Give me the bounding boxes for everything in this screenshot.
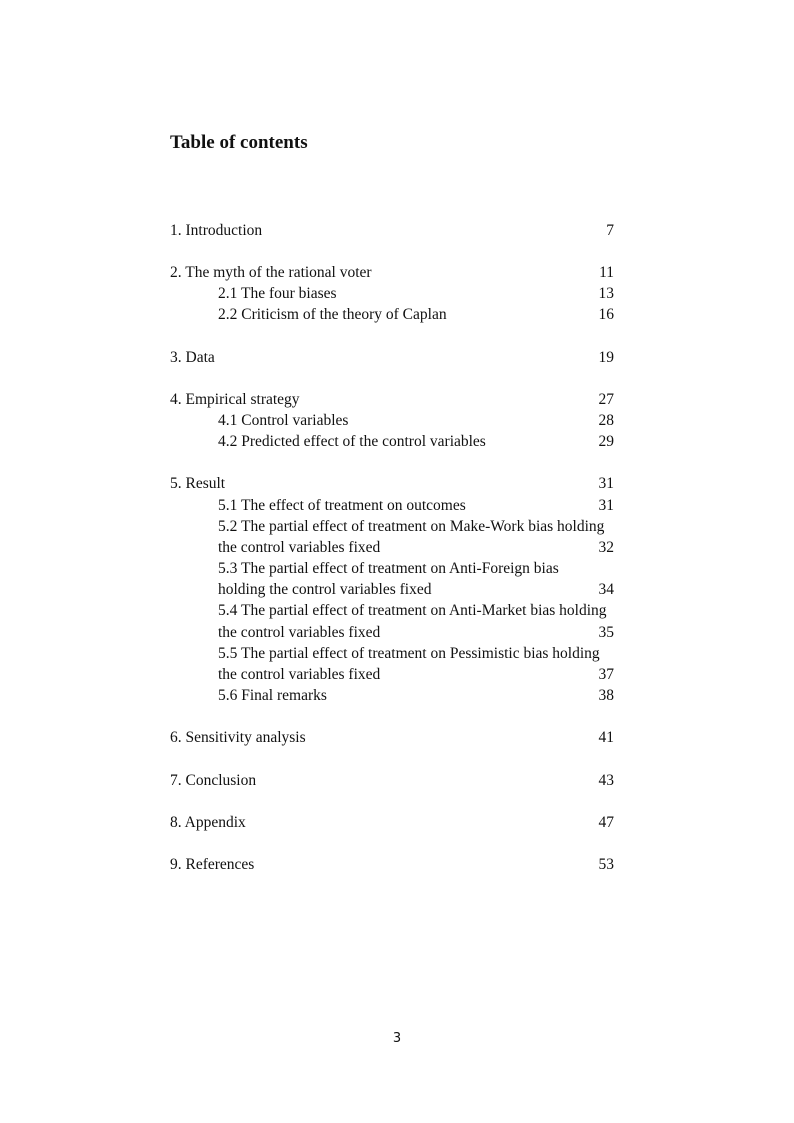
toc-entry-text: 5.5 The partial effect of treatment on Pessimistic bias holding	[218, 645, 600, 662]
toc-entry-four-biases	[170, 283, 630, 304]
toc-entry-text: 4. Empirical strategy	[170, 391, 300, 408]
toc-entry-page: 11	[599, 264, 614, 281]
toc-entry-sensitivity	[170, 727, 630, 748]
toc-entry-references	[170, 854, 630, 875]
toc-entry-page: 29	[598, 433, 614, 450]
toc-entry-effect-treatment	[170, 495, 630, 516]
toc-entry-page: 13	[598, 285, 614, 302]
toc-entry-text: 7. Conclusion	[170, 772, 257, 789]
toc-entry-page: 7	[606, 222, 614, 239]
toc-entry-empirical-strategy	[170, 389, 630, 410]
toc-entry-result	[170, 473, 630, 494]
toc-entry-text: the control variables fixed	[218, 624, 381, 641]
toc-entry-text: 2. The myth of the rational voter	[170, 264, 372, 281]
toc-entry-text: 5.2 The partial effect of treatment on Make-Work bias holding	[218, 518, 605, 535]
toc-entry-text: 5.6 Final remarks	[218, 687, 327, 704]
toc-entry-conclusion	[170, 770, 630, 791]
toc-entry-page: 27	[598, 391, 614, 408]
toc-entry-page: 35	[598, 624, 614, 641]
toc-entry-text: 9. References	[170, 856, 255, 873]
toc-entry-pessimistic	[170, 643, 630, 664]
toc-entry-text: holding the control variables fixed	[218, 581, 432, 598]
toc-entry-make-work	[170, 516, 630, 537]
toc-entry-anti-foreign	[170, 558, 630, 579]
toc-entry-page: 53	[598, 856, 614, 873]
toc-entry-text: 5.4 The partial effect of treatment on Anti-Market bias holding	[218, 602, 607, 619]
page-title: Table of contents	[170, 132, 308, 153]
toc-entry-page: 38	[598, 687, 614, 704]
table-of-contents	[170, 0, 630, 1123]
toc-entry-text: 1. Introduction	[170, 222, 263, 239]
toc-entry-text: 4.2 Predicted effect of the control variables	[218, 433, 486, 450]
toc-entry-text: 5. Result	[170, 475, 226, 492]
toc-entry-anti-foreign-cont	[170, 579, 630, 600]
toc-entry-text: 8. Appendix	[170, 814, 246, 831]
toc-entry-page: 32	[598, 539, 614, 556]
toc-entry-text: 6. Sensitivity analysis	[170, 729, 306, 746]
toc-entry-text: 2.1 The four biases	[218, 285, 337, 302]
toc-entry-text: the control variables fixed	[218, 539, 381, 556]
toc-entry-introduction	[170, 220, 630, 241]
toc-entry-data	[170, 347, 630, 368]
toc-entry-page: 31	[598, 475, 614, 492]
toc-entry-page: 47	[598, 814, 614, 831]
toc-entry-anti-market-cont	[170, 622, 630, 643]
toc-entry-pessimistic-cont	[170, 664, 630, 685]
toc-entry-page: 31	[598, 497, 614, 514]
toc-entry-text: the control variables fixed	[218, 666, 381, 683]
toc-entry-final-remarks	[170, 685, 630, 706]
toc-entry-page: 43	[598, 772, 614, 789]
toc-entry-page: 34	[598, 581, 614, 598]
toc-entry-page: 28	[598, 412, 614, 429]
toc-entry-page: 16	[598, 306, 614, 323]
toc-entry-control-variables	[170, 410, 630, 431]
toc-entry-criticism	[170, 304, 630, 325]
toc-entry-make-work-cont	[170, 537, 630, 558]
toc-entry-predicted-effect	[170, 431, 630, 452]
page-number: 3	[392, 1031, 402, 1046]
toc-entry-page: 41	[598, 729, 614, 746]
toc-entry-page: 19	[598, 349, 614, 366]
toc-entry-appendix	[170, 812, 630, 833]
toc-entry-text: 5.1 The effect of treatment on outcomes	[218, 497, 466, 514]
toc-entry-text: 5.3 The partial effect of treatment on Anti-Foreign bias	[218, 560, 559, 577]
toc-entry-text: 3. Data	[170, 349, 215, 366]
toc-entry-page: 37	[598, 666, 614, 683]
toc-entry-text: 2.2 Criticism of the theory of Caplan	[218, 306, 447, 323]
toc-entry-rational-voter	[170, 262, 630, 283]
toc-entry-anti-market	[170, 600, 630, 621]
toc-entry-text: 4.1 Control variables	[218, 412, 349, 429]
